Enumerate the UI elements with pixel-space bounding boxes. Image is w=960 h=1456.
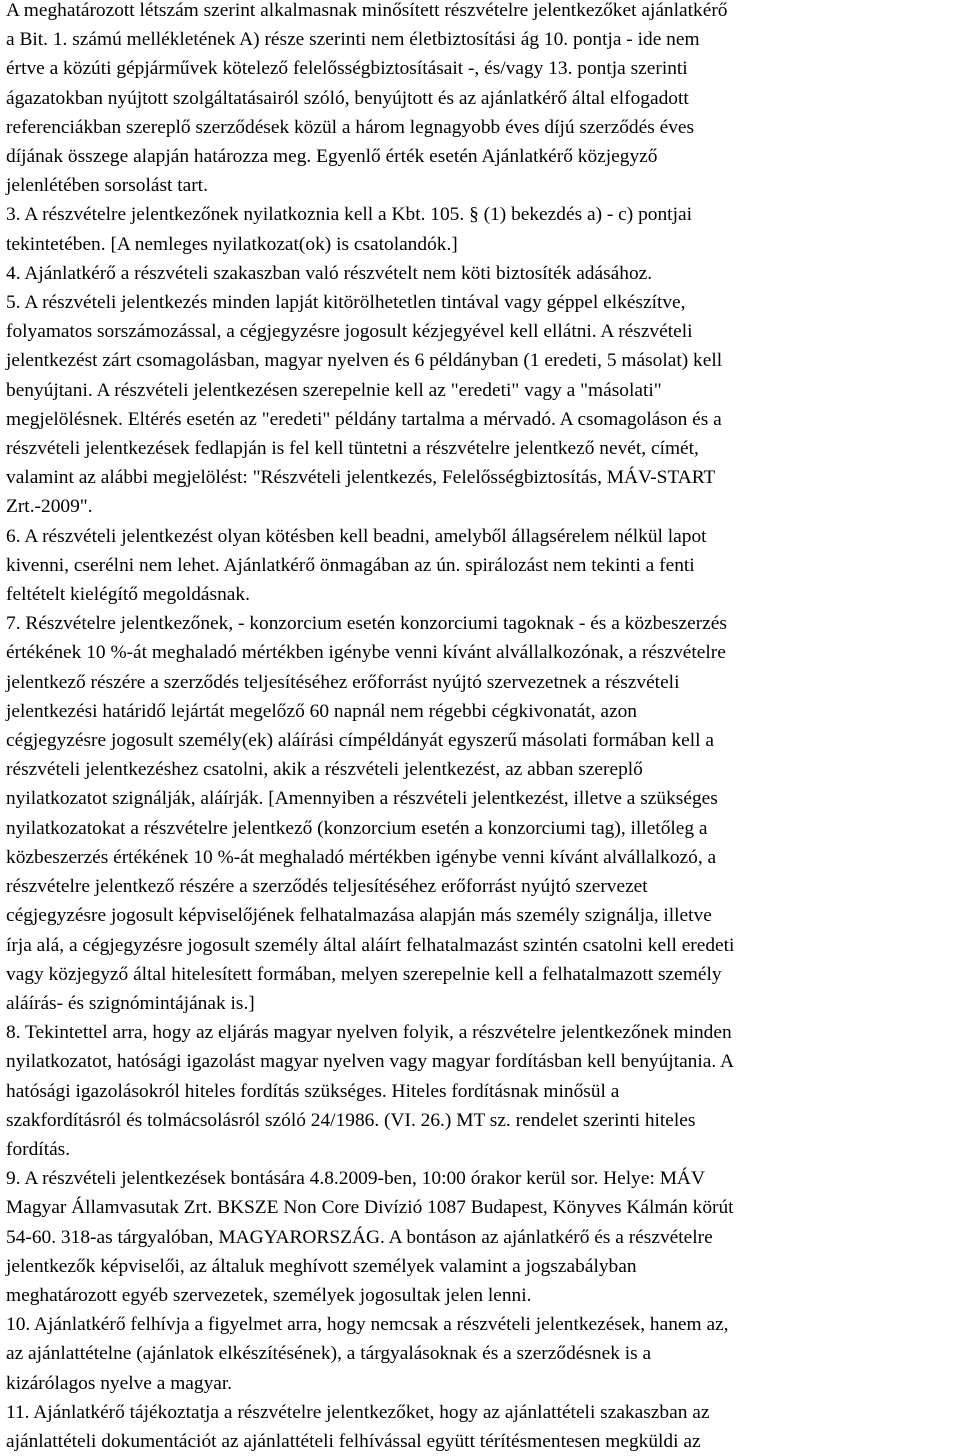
paragraph-item-11: 11. Ajánlatkérő tájékoztatja a részvételre jelentkezőket, hogy az ajánlattételi szakaszban az ajánlattételi dokumentációt az ajánlattételi felhívással együtt térítésmentesen megküldi az	[6, 1401, 710, 1452]
paragraph-item-10: 10. Ajánlatkérő felhívja a figyelmet arra, hogy nemcsak a részvételi jelentkezések, hanem az, az ajánlattételne (ajánlatok elkészítésének), a tárgyalásoknak és a szerződésnek is a kizárólagos nyelve a magyar.	[6, 1314, 729, 1394]
paragraph-ranking-criteria: A meghatározott létszám szerint alkalmasnak minősített részvételre jelentkezőket ajánlatkérő a Bit. 1. számú mellékletének A) része szerinti nem életbiztosítási ág 10. pontja - ide nem értve a közúti gépjárművek kötelező felelősségbiztosításait -, és/vagy 13. pontja szerinti ágazatokban nyújtott szolgáltatásairól szóló, benyújtott és az ajánlatkérő által elfogadott referenciákban szereplő szerződések közül a három legnagyobb éves díjú szerződés éves díjának összege alapján határozza meg. Egyenlő érték esetén Ajánlatkérő közjegyző jelenlétében sorsolást tart.	[6, 0, 728, 197]
paragraph-item-8: 8. Tekintettel arra, hogy az eljárás magyar nyelven folyik, a részvételre jelentkezőnek minden nyilatkozatot, hatósági igazolást magyar nyelven vagy magyar fordításban kell benyújtania. A hatósági igazolásokról hiteles fordítás szükséges. Hiteles fordításnak minősül a szakfordításról és tolmácsolásról szóló 24/1986. (VI. 26.) MT sz. rendelet szerinti hiteles fordítás.	[6, 1022, 735, 1160]
paragraph-item-5: 5. A részvételi jelentkezés minden lapját kitörölhetetlen tintával vagy géppel elkészítve, folyamatos sorszámozással, a cégjegyzésre jogosult kézjegyével kell ellátni. A részvételi jelentkezést zárt csomagolásban, magyar nyelven és 6 példányban (1 eredeti, 5 másolat) kell benyújtani. A részvételi jelentkezésen szerepelnie kell az "eredeti" vagy a "másolati" megjelölésnek. Eltérés esetén az "eredeti" példány tartalma a mérvadó. A csomagoláson és a részvételi jelentkezések fedlapján is fel kell tüntetni a részvételre jelentkező nevét, címét, valamint az alábbi megjelölést: "Részvételi jelentkezés, Felelősségbiztosítás, MÁV-START Zrt.-2009".	[6, 292, 723, 518]
paragraph-item-4: 4. Ajánlatkérő a részvételi szakaszban való részvételt nem köti biztosíték adásához.	[6, 262, 653, 284]
paragraph-item-9: 9. A részvételi jelentkezések bontására 4.8.2009-ben, 10:00 órakor kerül sor. Helye: MÁV Magyar Államvasutak Zrt. BKSZE Non Core Divízió 1087 Budapest, Könyves Kálmán körút 54-60. 318-as tárgyalóban, MAGYARORSZÁG. A bontáson az ajánlatkérő és a részvételre jelentkezők képviselői, az általuk meghívott személyek valamint a jogszabályban meghatározott egyéb szervezetek, személyek jogosultak jelen lenni.	[6, 1168, 734, 1306]
paragraph-item-7: 7. Részvételre jelentkezőnek, - konzorcium esetén konzorciumi tagoknak - és a közbeszerzés értékének 10 %-át meghaladó mértékben igénybe venni kívánt alvállalkozónak, a részvételre jelentkező részére a szerződés teljesítéséhez erőforrást nyújtó szervezetnek a részvételi jelentkezési határidő lejártát megelőző 60 napnál nem régebbi cégkivonatát, azon cégjegyzésre jogosult személy(ek) aláírási címpéldányát egyszerű másolati formában kell a részvételi jelentkezéshez csatolni, akik a részvételi jelentkezést, az abban szereplő nyilatkozatot szignálják, aláírják. [Amennyiben a részvételi jelentkezést, illetve a szükséges nyilatkozatokat a részvételre jelentkező (konzorcium esetén a konzorciumi tag), illetőleg a közbeszerzés értékének 10 %-át meghaladó mértékben igénybe venni kívánt alvállalkozó, a részvételre jelentkező részére a szerződés teljesítéséhez erőforrást nyújtó szervezet cégjegyzésre jogosult képviselőjének felhatalmazása alapján más személy szignálja, illetve írja alá, a cégjegyzésre jogosult személy által aláírt felhatalmazást szintén csatolni kell eredeti vagy közjegyző által hitelesített formában, melyen szerepelnie kell a felhatalmazott személy aláírás- és szignómintájának is.]	[6, 613, 735, 1014]
paragraph-item-3: 3. A részvételre jelentkezőnek nyilatkoznia kell a Kbt. 105. § (1) bekezdés a) - c) pontjai tekintetében. [A nemleges nyilatkozat(ok) is csatolandók.]	[6, 204, 692, 255]
paragraph-item-6: 6. A részvételi jelentkezést olyan kötésben kell beadni, amelyből állagsérelem nélkül lapot kivenni, cserélni nem lehet. Ajánlatkérő önmagában az ún. spirálozást nem tekinti a fenti feltételt kielégítő megoldásnak.	[6, 525, 707, 606]
document-page	[6, 0, 956, 1456]
